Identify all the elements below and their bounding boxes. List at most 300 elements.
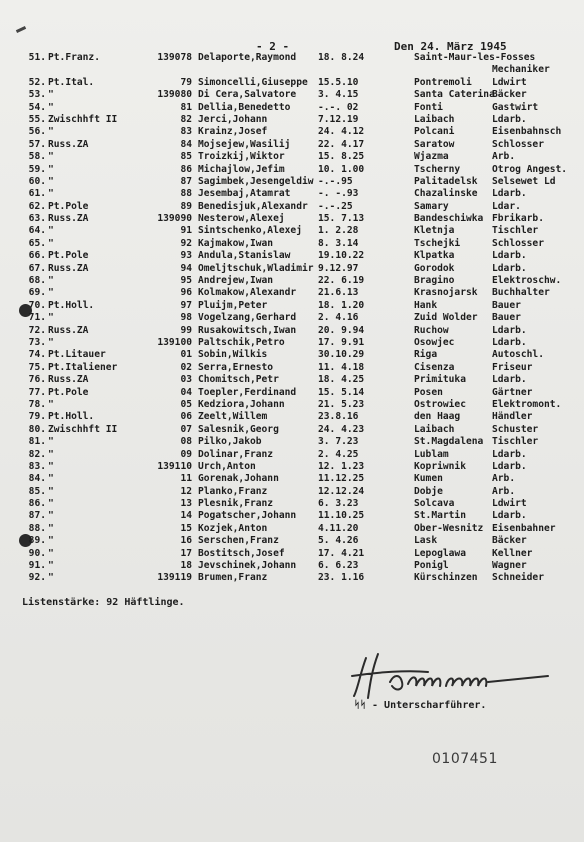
- cell-name: Bostitsch,Josef: [198, 547, 285, 559]
- cell-num: 139110: [157, 460, 192, 472]
- cell-num: 89: [180, 200, 192, 212]
- cell-no: 53.: [28, 89, 46, 101]
- cell-name: Kozjek,Anton: [198, 522, 268, 534]
- list-row: [0, 151, 584, 163]
- cell-name: Kolmakow,Alexandr: [198, 287, 297, 299]
- cell-job: Arb.: [492, 485, 516, 497]
- cell-no: 68.: [28, 275, 46, 287]
- cell-no: 91.: [28, 560, 46, 572]
- cell-place: Palitadelsk: [414, 175, 478, 187]
- cell-job: Arb.: [492, 151, 516, 163]
- cell-no: 62.: [28, 200, 46, 212]
- cell-place: den Haag: [414, 411, 461, 423]
- cell-job: Eisenbahnsch: [492, 126, 562, 138]
- cell-birth: 23. 1.16: [318, 572, 365, 584]
- cell-cat: Pt.Italiener: [48, 361, 118, 373]
- cell-job: Wagner: [492, 560, 527, 572]
- cell-job: Otrog Angest.: [492, 163, 568, 175]
- cell-place: Lepoglawa: [414, 547, 466, 559]
- page-number: - 2 -: [256, 40, 290, 53]
- cell-job: Ldarb.: [492, 250, 527, 262]
- cell-num: 139100: [157, 336, 192, 348]
- cell-cat: Pt.Holl.: [48, 299, 95, 311]
- list-row: [0, 64, 584, 76]
- cell-job: Schlosser: [492, 237, 544, 249]
- cell-job: Ldarb.: [492, 188, 527, 200]
- cell-birth: 12.12.24: [318, 485, 365, 497]
- cell-name: Sagimbek,Jesengeldiw: [198, 175, 314, 187]
- cell-num: 85: [180, 151, 192, 163]
- cell-name: Dolinar,Franz: [198, 448, 274, 460]
- cell-place: St.Martin: [414, 510, 466, 522]
- cell-place: St.Magdalena: [414, 436, 484, 448]
- cell-job: Bäcker: [492, 535, 527, 547]
- list-row: [0, 337, 584, 349]
- cell-place: Posen: [414, 386, 443, 398]
- cell-place: Kumen: [414, 473, 443, 485]
- cell-num: 95: [180, 275, 192, 287]
- cell-place: Bandeschiwka: [414, 213, 484, 225]
- cell-place: Hank: [414, 299, 438, 311]
- cell-place: Samary: [414, 200, 449, 212]
- list-row: [0, 213, 584, 225]
- cell-job: Friseur: [492, 361, 533, 373]
- list-row: [0, 349, 584, 361]
- cell-job: Selsewet Ld: [492, 175, 556, 187]
- cell-cat: Pt.Pole: [48, 386, 89, 398]
- cell-place: Laibach: [414, 113, 455, 125]
- cell-name: Pilko,Jakob: [198, 436, 262, 448]
- list-row: [0, 572, 584, 584]
- cell-job: Kellner: [492, 547, 533, 559]
- cell-place: Pontremoli: [414, 76, 472, 88]
- cell-num: 139078: [157, 52, 192, 63]
- cell-no: 65.: [28, 237, 46, 249]
- cell-cat: ": [48, 237, 54, 249]
- cell-birth: 17. 9.91: [318, 336, 365, 348]
- cell-no: 81.: [28, 436, 46, 448]
- cell-job: Ldarb.: [492, 336, 527, 348]
- cell-no: 85.: [28, 485, 46, 497]
- cell-name: Kajmakow,Iwan: [198, 237, 274, 249]
- cell-no: 88.: [28, 522, 46, 534]
- cell-cat: Pt.Ital.: [48, 76, 95, 88]
- list-row: [0, 535, 584, 547]
- cell-name: Gorenak,Johann: [198, 473, 279, 485]
- list-row: [0, 126, 584, 138]
- cell-no: 87.: [28, 510, 46, 522]
- cell-job: Händler: [492, 411, 533, 423]
- cell-name: Andula,Stanislaw: [198, 250, 291, 262]
- cell-no: 52.: [28, 76, 46, 88]
- cell-name: Troizkij,Wiktor: [198, 151, 285, 163]
- cell-job: Schneider: [492, 572, 544, 584]
- cell-place: Lublam: [414, 448, 449, 460]
- cell-place: Osowjec: [414, 336, 455, 348]
- cell-cat: Pt.Franz.: [48, 52, 100, 63]
- cell-name: Jevschinek,Johann: [198, 560, 297, 572]
- cell-name: Nesterow,Alexej: [198, 213, 285, 225]
- cell-cat: ": [48, 163, 54, 175]
- cell-place: Tscherny: [414, 163, 461, 175]
- cell-cat: Russ.ZA: [48, 138, 89, 150]
- cell-birth: 20. 9.94: [318, 324, 365, 336]
- cell-name: Sintschenko,Alexej: [198, 225, 302, 237]
- cell-num: 02: [180, 361, 192, 373]
- cell-job: Bauer: [492, 299, 521, 311]
- cell-no: 70.: [28, 299, 46, 311]
- cell-job: Ldarb.: [492, 510, 527, 522]
- cell-name: Planko,Franz: [198, 485, 268, 497]
- cell-no: 73.: [28, 336, 46, 348]
- cell-no: 89.: [28, 535, 46, 547]
- cell-no: 84.: [28, 473, 46, 485]
- cell-job: Elektroschw.: [492, 275, 562, 287]
- cell-no: 90.: [28, 547, 46, 559]
- cell-birth: 21.6.13: [318, 287, 359, 299]
- list-row: [0, 89, 584, 101]
- cell-place: Krasnojarsk: [414, 287, 478, 299]
- cell-job: Schuster: [492, 423, 539, 435]
- cell-cat: ": [48, 188, 54, 200]
- cell-cat: ": [48, 287, 54, 299]
- cell-job: Ldwirt: [492, 76, 527, 88]
- cell-birth: 24. 4.23: [318, 423, 365, 435]
- cell-name: Rusakowitsch,Iwan: [198, 324, 297, 336]
- cell-num: 06: [180, 411, 192, 423]
- cell-no: 61.: [28, 188, 46, 200]
- cell-name: Sobin,Wilkis: [198, 349, 268, 361]
- cell-birth: 6. 3.23: [318, 498, 359, 510]
- cell-num: 04: [180, 386, 192, 398]
- cell-job: Ldar.: [492, 200, 521, 212]
- cell-name: Jerci,Johann: [198, 113, 268, 125]
- cell-birth: 15.5.10: [318, 76, 359, 88]
- cell-birth: -.-. 02: [318, 101, 359, 113]
- cell-name: Pluijm,Peter: [198, 299, 268, 311]
- cell-num: 18: [180, 560, 192, 572]
- cell-job: Elektromont.: [492, 398, 562, 410]
- cell-no: 67.: [28, 262, 46, 274]
- cell-birth: 7.12.19: [318, 113, 359, 125]
- cell-place: Lask: [414, 535, 438, 547]
- cell-cat: ": [48, 398, 54, 410]
- cell-name: Kedziora,Johann: [198, 398, 285, 410]
- cell-birth: 17. 4.21: [318, 547, 365, 559]
- cell-place: Santa Caterina: [414, 89, 495, 101]
- cell-no: 79.: [28, 411, 46, 423]
- cell-place: Saratow: [414, 138, 455, 150]
- prisoner-list: [0, 52, 584, 585]
- cell-no: 76.: [28, 374, 46, 386]
- cell-cat: ": [48, 126, 54, 138]
- cell-no: 64.: [28, 225, 46, 237]
- cell-no: 56.: [28, 126, 46, 138]
- cell-cat: ": [48, 89, 54, 101]
- cell-birth: 18. 8.24: [318, 52, 365, 63]
- cell-cat: ": [48, 510, 54, 522]
- cell-no: 54.: [28, 101, 46, 113]
- cell-birth: 8. 3.14: [318, 237, 359, 249]
- cell-name: Paltschik,Petro: [198, 336, 285, 348]
- cell-birth: 11.12.25: [318, 473, 365, 485]
- cell-job: Schlosser: [492, 138, 544, 150]
- cell-place: Riga: [414, 349, 438, 361]
- cell-num: 09: [180, 448, 192, 460]
- cell-no: 72.: [28, 324, 46, 336]
- cell-place: Kopriwnik: [414, 460, 466, 472]
- cell-num: 92: [180, 237, 192, 249]
- cell-no: 60.: [28, 175, 46, 187]
- cell-num: 03: [180, 374, 192, 386]
- list-row: [0, 449, 584, 461]
- cell-cat: Zwischhft II: [48, 423, 118, 435]
- cell-birth: -. -.93: [318, 188, 359, 200]
- cell-place: Dobje: [414, 485, 443, 497]
- cell-birth: 3. 7.23: [318, 436, 359, 448]
- cell-place: Chazalinske: [414, 188, 478, 200]
- cell-num: 79: [180, 76, 192, 88]
- cell-no: 75.: [28, 361, 46, 373]
- handwritten-signature: [338, 648, 558, 706]
- cell-name: Krainz,Josef: [198, 126, 268, 138]
- cell-birth: -.-.25: [318, 200, 353, 212]
- cell-job: Bauer: [492, 312, 521, 324]
- cell-cat: ": [48, 572, 54, 584]
- document-date: Den 24. März 1945: [394, 40, 507, 53]
- cell-place: Ruchow: [414, 324, 449, 336]
- cell-cat: ": [48, 485, 54, 497]
- cell-no: 57.: [28, 138, 46, 150]
- cell-cat: ": [48, 151, 54, 163]
- cell-no: 83.: [28, 460, 46, 472]
- cell-place: Ponigl: [414, 560, 449, 572]
- cell-no: 63.: [28, 213, 46, 225]
- list-row: [0, 510, 584, 522]
- cell-job: Gastwirt: [492, 101, 539, 113]
- pen-mark: [16, 26, 26, 33]
- cell-birth: 11.10.25: [318, 510, 365, 522]
- cell-cat: ": [48, 498, 54, 510]
- cell-job: Ldarb.: [492, 460, 527, 472]
- cell-place: Fonti: [414, 101, 443, 113]
- list-row: [0, 374, 584, 386]
- cell-birth: 15. 7.13: [318, 213, 365, 225]
- list-row: [0, 560, 584, 572]
- cell-num: 91: [180, 225, 192, 237]
- cell-name: Michajlow,Jefim: [198, 163, 285, 175]
- cell-num: 16: [180, 535, 192, 547]
- cell-num: 87: [180, 175, 192, 187]
- cell-birth: 6. 6.23: [318, 560, 359, 572]
- list-row: [0, 486, 584, 498]
- list-row: [0, 275, 584, 287]
- list-row: [0, 300, 584, 312]
- cell-birth: 2. 4.16: [318, 312, 359, 324]
- cell-num: 05: [180, 398, 192, 410]
- list-row: [0, 387, 584, 399]
- cell-no: 59.: [28, 163, 46, 175]
- cell-no: 77.: [28, 386, 46, 398]
- cell-job: Ldarb.: [492, 374, 527, 386]
- list-row: [0, 114, 584, 126]
- cell-name: Serra,Ernesto: [198, 361, 274, 373]
- cell-cat: Zwischhft II: [48, 113, 118, 125]
- cell-birth: 18. 1.20: [318, 299, 365, 311]
- cell-birth: 11. 4.18: [318, 361, 365, 373]
- cell-job: Ldarb.: [492, 448, 527, 460]
- cell-num: 14: [180, 510, 192, 522]
- cell-name: Simoncelli,Giuseppe: [198, 76, 308, 88]
- cell-name: Andrejew,Iwan: [198, 275, 274, 287]
- list-row: [0, 461, 584, 473]
- cell-num: 84: [180, 138, 192, 150]
- cell-cat: ": [48, 436, 54, 448]
- cell-name: Toepler,Ferdinand: [198, 386, 297, 398]
- cell-num: 17: [180, 547, 192, 559]
- cell-num: 139080: [157, 89, 192, 101]
- cell-no: 86.: [28, 498, 46, 510]
- cell-place: Gorodok: [414, 262, 455, 274]
- cell-job: Tischler: [492, 436, 539, 448]
- cell-no: 82.: [28, 448, 46, 460]
- cell-num: 139119: [157, 572, 192, 584]
- cell-place: Bragino: [414, 275, 455, 287]
- cell-cat: Pt.Pole: [48, 250, 89, 262]
- cell-birth: 22. 4.17: [318, 138, 365, 150]
- cell-cat: Russ.ZA: [48, 324, 89, 336]
- cell-job: Eisenbahner: [492, 522, 556, 534]
- cell-place: Kürschinzen: [414, 572, 478, 584]
- list-row: [0, 52, 584, 64]
- cell-place: Ostrowiec: [414, 398, 466, 410]
- cell-cat: ": [48, 336, 54, 348]
- cell-birth: -.-.95: [318, 175, 353, 187]
- cell-cat: Russ.ZA: [48, 213, 89, 225]
- cell-birth: 22. 6.19: [318, 275, 365, 287]
- cell-birth: 3. 4.15: [318, 89, 359, 101]
- list-row: [0, 498, 584, 510]
- cell-name: Vogelzang,Gerhard: [198, 312, 297, 324]
- cell-birth: 9.12.97: [318, 262, 359, 274]
- list-row: [0, 139, 584, 151]
- cell-job: Gärtner: [492, 386, 533, 398]
- cell-no: 74.: [28, 349, 46, 361]
- cell-name: Plesnik,Franz: [198, 498, 274, 510]
- cell-place: Saint-Maur-les-Fosses: [414, 52, 536, 63]
- cell-name: Dellia,Benedetto: [198, 101, 291, 113]
- cell-job: Bäcker: [492, 89, 527, 101]
- cell-job: Mechaniker: [492, 64, 550, 76]
- list-row: [0, 287, 584, 299]
- cell-cat: ": [48, 312, 54, 324]
- cell-place: Klpatka: [414, 250, 455, 262]
- cell-job: Arb.: [492, 473, 516, 485]
- cell-job: Buchhalter: [492, 287, 550, 299]
- cell-num: 86: [180, 163, 192, 175]
- cell-no: 71.: [28, 312, 46, 324]
- cell-num: 11: [180, 473, 192, 485]
- cell-birth: 24. 4.12: [318, 126, 365, 138]
- cell-cat: ": [48, 175, 54, 187]
- cell-birth: 10. 1.00: [318, 163, 365, 175]
- cell-no: 55.: [28, 113, 46, 125]
- cell-place: Kletnja: [414, 225, 455, 237]
- cell-no: 80.: [28, 423, 46, 435]
- cell-cat: ": [48, 225, 54, 237]
- list-row: [0, 411, 584, 423]
- cell-num: 93: [180, 250, 192, 262]
- cell-num: 88: [180, 188, 192, 200]
- cell-name: Di Cera,Salvatore: [198, 89, 297, 101]
- cell-cat: ": [48, 547, 54, 559]
- cell-birth: 15. 5.14: [318, 386, 365, 398]
- cell-cat: ": [48, 535, 54, 547]
- list-row: [0, 362, 584, 374]
- total-count: Listenstärke: 92 Häftlinge.: [22, 597, 185, 608]
- cell-cat: ": [48, 473, 54, 485]
- cell-num: 13: [180, 498, 192, 510]
- cell-no: 58.: [28, 151, 46, 163]
- cell-num: 98: [180, 312, 192, 324]
- cell-cat: ": [48, 460, 54, 472]
- cell-birth: 4.11.20: [318, 522, 359, 534]
- list-row: [0, 436, 584, 448]
- cell-place: Primituka: [414, 374, 466, 386]
- cell-place: Cisenza: [414, 361, 455, 373]
- cell-place: Solcava: [414, 498, 455, 510]
- cell-name: Serschen,Franz: [198, 535, 279, 547]
- cell-place: Polcani: [414, 126, 455, 138]
- cell-cat: Russ.ZA: [48, 262, 89, 274]
- cell-birth: 5. 4.26: [318, 535, 359, 547]
- list-row: [0, 225, 584, 237]
- cell-job: Tischler: [492, 225, 539, 237]
- cell-cat: Pt.Litauer: [48, 349, 106, 361]
- cell-cat: ": [48, 275, 54, 287]
- cell-place: Zuid Wolder: [414, 312, 478, 324]
- cell-cat: ": [48, 560, 54, 572]
- cell-num: 15: [180, 522, 192, 534]
- cell-birth: 12. 1.23: [318, 460, 365, 472]
- list-row: [0, 399, 584, 411]
- cell-num: 96: [180, 287, 192, 299]
- cell-no: 69.: [28, 287, 46, 299]
- cell-num: 07: [180, 423, 192, 435]
- cell-name: Chomitsch,Petr: [198, 374, 279, 386]
- cell-num: 139090: [157, 213, 192, 225]
- cell-num: 01: [180, 349, 192, 361]
- cell-place: Tschejki: [414, 237, 461, 249]
- cell-num: 99: [180, 324, 192, 336]
- signature-title: ᛋᛋ - Unterscharführer.: [354, 700, 487, 711]
- cell-name: Benedisjuk,Alexandr: [198, 200, 308, 212]
- cell-name: Jesembaj,Atamrat: [198, 188, 291, 200]
- list-row: [0, 548, 584, 560]
- cell-birth: 15. 8.25: [318, 151, 365, 163]
- cell-job: Autoschl.: [492, 349, 544, 361]
- cell-cat: ": [48, 448, 54, 460]
- list-row: [0, 250, 584, 262]
- cell-cat: ": [48, 101, 54, 113]
- cell-birth: 21. 5.23: [318, 398, 365, 410]
- cell-num: 94: [180, 262, 192, 274]
- cell-no: 51.: [28, 52, 46, 63]
- list-row: [0, 176, 584, 188]
- list-row: [0, 263, 584, 275]
- cell-name: Zeelt,Willem: [198, 411, 268, 423]
- cell-place: Ober-Wesnitz: [414, 522, 484, 534]
